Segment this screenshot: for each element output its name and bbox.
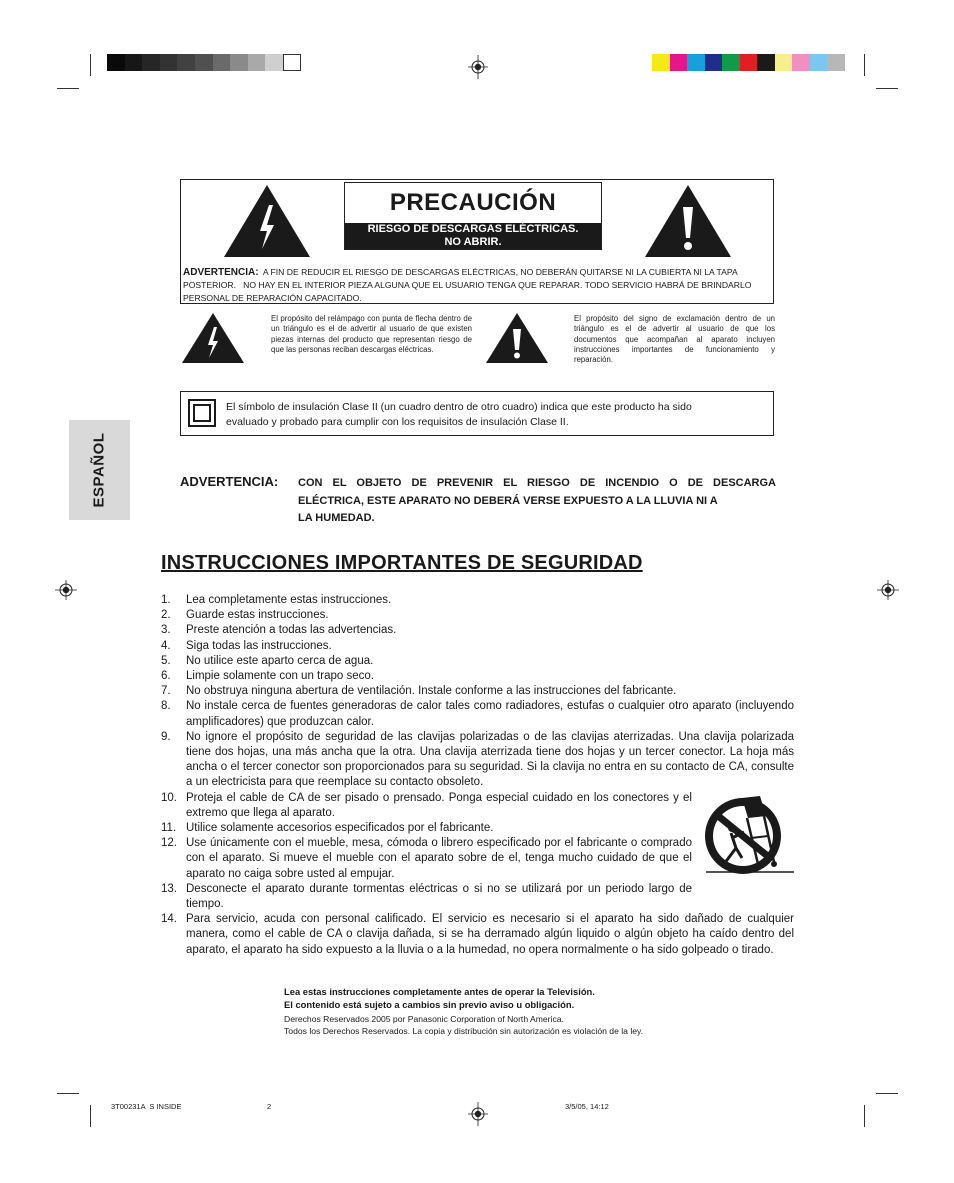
- shock-risk-line2: NO ABRIR.: [444, 236, 502, 248]
- gray-swatch: [107, 54, 125, 71]
- gray-swatch: [230, 54, 248, 71]
- instruction-number: 3.: [161, 624, 171, 637]
- caution-warning-label: ADVERTENCIA:: [183, 267, 259, 278]
- instruction-item: [161, 699, 794, 729]
- color-swatch: [705, 54, 723, 71]
- footer-copyright: Derechos Reservados 2005 por Panasonic Corporation of North America.: [284, 1014, 564, 1024]
- caution-warning-line1: A FIN DE REDUCIR EL RIESGO DE DESCARGAS ELÉCTRICAS, NO DEBERÁN QUITARSE NI LA CUBIERTA NI LA TAPA: [262, 267, 738, 277]
- gray-swatch: [195, 54, 213, 71]
- instruction-item: [161, 623, 794, 638]
- caution-warning-line3: PERSONAL DE REPARACIÓN CAPACITADO.: [183, 293, 362, 303]
- gray-swatch: [177, 54, 195, 71]
- instruction-text: No utilice este aparto cerca de agua.: [186, 654, 374, 667]
- class2-line1: El símbolo de insulación Clase II (un cuadro dentro de otro cuadro) indica que este producto ha sido: [226, 401, 692, 413]
- gray-swatch: [265, 54, 283, 71]
- slug-date: 3/5/05, 14:12: [565, 1102, 609, 1111]
- instruction-number: 4.: [161, 639, 171, 652]
- registration-mark-icon: [55, 580, 77, 600]
- gray-swatch: [142, 54, 160, 71]
- slug-filename: 3T00231A S INSIDE: [111, 1102, 182, 1111]
- instruction-number: 5.: [161, 654, 171, 667]
- instruction-text: Utilice solamente accesorios especificados por el fabricante.: [186, 822, 494, 835]
- color-swatch: [670, 54, 688, 71]
- instruction-item: [161, 836, 692, 882]
- safety-instructions-list: [161, 593, 794, 958]
- color-swatch: [810, 54, 828, 71]
- instruction-number: 1.: [161, 594, 171, 606]
- instruction-item: [161, 821, 692, 836]
- class2-text: [226, 400, 766, 429]
- language-tab: [69, 420, 130, 520]
- footer-rights: Todos los Derechos Reservados. La copia y distribución sin autorización es violación de la ley.: [284, 1026, 644, 1036]
- instruction-number: 14.: [161, 913, 177, 926]
- gray-swatch: [213, 54, 231, 71]
- color-swatch: [827, 54, 845, 71]
- instruction-text: Proteja el cable de CA de ser pisado o prensado. Ponga especial cuidado en los conectores y el extremo que llega al aparato.: [186, 791, 692, 819]
- cart-tipover-warning-icon: [700, 792, 796, 882]
- instruction-text: Desconecte el aparato durante tormentas eléctricas o si no se utilizará por un periodo largo de tiempo.: [186, 882, 692, 911]
- crop-mark: [876, 88, 898, 89]
- color-swatch: [757, 54, 775, 71]
- crop-mark: [864, 54, 865, 76]
- instruction-item: [161, 882, 692, 912]
- caution-warning-text: [183, 266, 769, 305]
- instruction-item: [161, 654, 794, 669]
- instruction-text: Para servicio, acuda con personal calificado. El servicio es necesario si el aparato ha sido dañado de cualquier manera, como el cable de CA o clavija dañada, si se ha derramado algún liquido o algún objeto ha caído dentro del aparato, el aparato ha sido expuesto a la lluvia o a la humedad, no opera normalmente o ha sido golpeado o tirado.: [186, 913, 794, 956]
- instruction-item: [161, 730, 794, 791]
- instruction-item: [161, 912, 794, 958]
- instruction-text: Siga todas las instrucciones.: [186, 639, 332, 652]
- crop-mark: [864, 1105, 865, 1127]
- instruction-text: Lea completamente estas instrucciones.: [186, 594, 392, 606]
- language-tab-label: ESPAÑOL: [90, 432, 108, 508]
- advertencia-label: ADVERTENCIA:: [180, 474, 279, 489]
- crop-mark: [876, 1093, 898, 1094]
- color-swatch: [652, 54, 670, 71]
- registration-mark-icon: [468, 55, 488, 79]
- instruction-number: 6.: [161, 670, 171, 683]
- color-swatch: [687, 54, 705, 71]
- instruction-text: No instale cerca de fuentes generadoras de calor tales como radiadores, estufas o cualquier otro aparato (incluyendo amplificadores) que produzcan calor.: [186, 700, 794, 728]
- instruction-item: [161, 791, 692, 821]
- lightning-warning-icon: [222, 183, 312, 259]
- slug-page: 2: [267, 1102, 272, 1111]
- crop-mark: [57, 1093, 79, 1094]
- gray-swatch: [125, 54, 143, 71]
- lightning-warning-icon: [181, 312, 245, 364]
- crop-mark: [57, 88, 79, 89]
- exclamation-warning-icon: [643, 183, 733, 259]
- shock-risk-line1: RIESGO DE DESCARGAS ELÉCTRICAS.: [367, 223, 579, 235]
- instruction-number: 10.: [161, 791, 177, 804]
- instruction-text: Use únicamente con el mueble, mesa, cómoda o librero especificado por el fabricante o comprado con el aparato. Si mueve el mueble con el aparato sobre de el, tenga mucho cuidado de que el aparato no caiga sobre usted al empujar.: [186, 837, 692, 880]
- color-swatch: [722, 54, 740, 71]
- instruction-text: Limpie solamente con un trapo seco.: [186, 670, 374, 683]
- instruction-number: 9.: [161, 730, 171, 743]
- caution-warning-line2: POSTERIOR. NO HAY EN EL INTERIOR PIEZA ALGUNA QUE EL USUARIO TENGA QUE REPARAR. TODO SERVICIO HABRÁ DE BRINDARLO: [183, 280, 752, 290]
- footer-subject-to-change: El contenido está sujeto a cambios sin previo aviso u obligación.: [284, 999, 575, 1010]
- instruction-number: 7.: [161, 685, 171, 698]
- shock-risk-banner: [345, 223, 601, 249]
- instruction-item: [161, 593, 794, 608]
- lightning-explanation: El propósito del relámpago con punta de flecha dentro de un triángulo es el de advertir al usuario de que existen piezas internas del producto que representan riesgo de que las personas reciban descargas eléctricas.: [271, 314, 472, 354]
- registration-mark-icon: [468, 1102, 488, 1126]
- gray-swatch: [283, 54, 301, 71]
- instruction-number: 13.: [161, 882, 177, 895]
- section-title: INSTRUCCIONES IMPORTANTES DE SEGURIDAD: [161, 552, 643, 574]
- instruction-number: 8.: [161, 700, 171, 713]
- instruction-text: Guarde estas instrucciones.: [186, 609, 329, 622]
- color-swatch: [775, 54, 793, 71]
- instruction-item: [161, 639, 794, 654]
- crop-mark: [90, 1105, 91, 1127]
- color-swatch: [740, 54, 758, 71]
- exclamation-warning-icon: [485, 312, 549, 364]
- crop-mark: [90, 54, 91, 76]
- color-swatch: [792, 54, 810, 71]
- advertencia-line3: LA HUMEDAD.: [298, 512, 375, 524]
- class2-insulation-icon: [188, 399, 216, 427]
- precaution-title-box: [344, 182, 602, 250]
- instruction-number: 2.: [161, 609, 171, 622]
- registration-mark-icon: [877, 580, 899, 600]
- instruction-number: 11.: [161, 822, 177, 835]
- instruction-text: Preste atención a todas las advertencias.: [186, 624, 397, 637]
- instruction-item: [161, 684, 794, 699]
- gray-swatch: [248, 54, 266, 71]
- instruction-item: [161, 608, 794, 623]
- gray-swatch: [160, 54, 178, 71]
- advertencia-line2: ELÉCTRICA, ESTE APARATO NO DEBERÁ VERSE EXPUESTO A LA LLUVIA NI A: [298, 494, 718, 507]
- instruction-text: No obstruya ninguna abertura de ventilación. Instale conforme a las instrucciones del fabricante.: [186, 685, 677, 698]
- instruction-item: [161, 669, 794, 684]
- advertencia-line1: CON EL OBJETO DE PREVENIR EL RIESGO DE INCENDIO O DE DESCARGA: [298, 477, 776, 489]
- precaution-title: PRECAUCIÓN: [389, 189, 557, 216]
- footer-read-instructions: Lea estas instrucciones completamente antes de operar la Televisión.: [284, 986, 595, 997]
- exclamation-explanation: El propósito del signo de exclamación dentro de un triángulo es el de advertir al usuario de que los documentos que acompañan al aparato incluyen instrucciones importantes de funcionamiento y reparación.: [574, 314, 775, 365]
- instruction-text: No ignore el propósito de seguridad de las clavijas polarizadas o de las clavijas aterrizadas. Una clavija polarizada tiene dos hojas, una más ancha que la otra. Una clavija aterrizada tiene dos hojas y un tercer conector. La hoja más ancha o el tercer conector son proporcionados para su seguridad. Si la clavija no entra en su contacto de CA, consulte a un electricista para que reemplace su contacto obsoleto.: [186, 730, 794, 789]
- instruction-number: 12.: [161, 837, 177, 850]
- class2-line2: evaluado y probado para cumplir con los requisitos de insulación Clase II.: [226, 415, 569, 428]
